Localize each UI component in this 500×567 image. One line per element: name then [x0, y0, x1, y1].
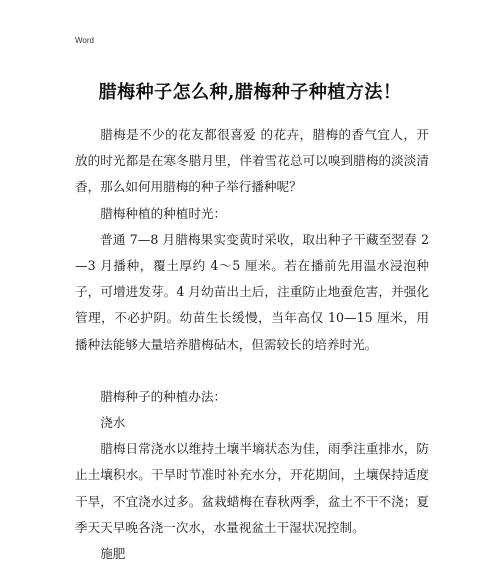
planting-time-paragraph: 普通 7—8 月腊梅果实变黄时采收，取出种子干藏至翌春 2—3 月播种，覆土厚约 4～5 厘米。若在播前先用温水浸泡种子，可增进发芽。4 月幼苗出土后，注重防止地蚕危害，并强化管理，不必护阴。幼苗生长缓慢，当年高仅 10—15 厘米，用播种法能够大量培养腊梅砧木，但需较长的培养时光。 — [75, 231, 429, 352]
watering-paragraph: 腊梅日常浇水以维持土壤半墒状态为佳，雨季注重排水，防止土壤积水。干旱时节准时补充水分，开花期间，土壤保持适度干旱，不宜浇水过多。盆栽蜡梅在春秋两季，盆土不干不浇；夏季天天早晚各浇一次水，水量视盆土干湿状况控制。 — [75, 441, 429, 535]
header-label: Word — [75, 36, 94, 45]
blank-line — [75, 358, 429, 384]
document-body — [75, 122, 429, 567]
section-heading-planting-method: 腊梅种子的种植办法： — [100, 388, 227, 404]
intro-paragraph: 腊梅是不少的花友都很喜爱 的花卉，腊梅的香气宜人，开放的时光都是在寒冬腊月里，伴着雪花总可以嗅到腊梅的淡淡清香，那么如何用腊梅的种子举行播种呢？ — [75, 127, 429, 195]
subheading-fertilizing: 施肥 — [100, 546, 126, 562]
document-title: 腊梅种子怎么种,腊梅种子种植方法！ — [98, 82, 402, 103]
section-heading-planting-time: 腊梅种植的种植时光： — [100, 205, 227, 221]
subheading-watering: 浇水 — [100, 415, 126, 431]
